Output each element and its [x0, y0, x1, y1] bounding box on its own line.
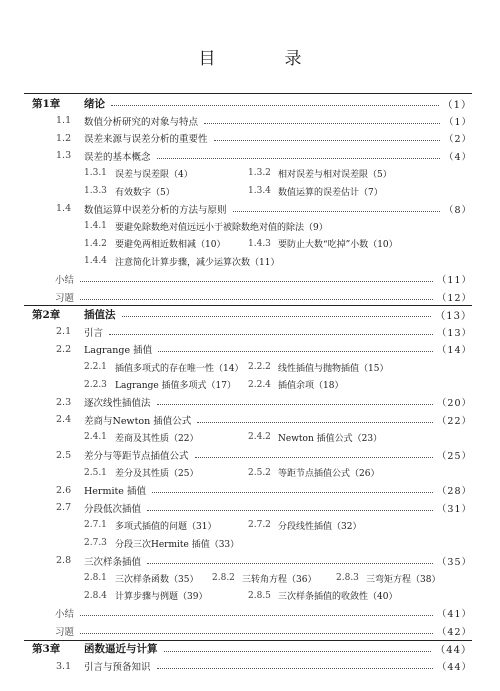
- section-title: 引言: [84, 327, 104, 339]
- subsection-title: 误差与误差限（4）: [115, 169, 193, 180]
- section-number: 3.1: [56, 660, 72, 672]
- subsection-title: 要避免除数绝对值远远小于被除数绝对值的除法（9）: [115, 222, 328, 233]
- toc-subsection-row[interactable]: [0, 252, 500, 270]
- section-number: 2.8: [56, 555, 72, 567]
- subsection-title: Newton 插值公式（23）: [278, 433, 383, 444]
- section-number: 2.5: [56, 449, 72, 461]
- toc-section-row[interactable]: [0, 323, 500, 341]
- subsection-number: 2.8.5: [248, 590, 271, 601]
- section-title: 差商与Newton 插值公式: [84, 415, 192, 427]
- subsection-title: 差分及其性质（25）: [115, 469, 199, 480]
- subsection-title: 插值多项式的存在唯一性（14）: [115, 363, 244, 374]
- subsection-number: 1.4.4: [84, 256, 107, 267]
- dot-leader: [204, 123, 440, 124]
- page-number: （44）: [435, 645, 472, 657]
- chapter-divider: [24, 305, 472, 306]
- section-title: 误差来源与误差分析的重要性: [84, 134, 208, 146]
- subsection-title: 三次样条函数（35）: [115, 574, 199, 585]
- subsection-number: 1.4.2: [84, 238, 107, 249]
- subsection-number: 2.8.2: [212, 573, 235, 584]
- toc-section-row[interactable]: [0, 129, 500, 147]
- dot-leader: [109, 334, 433, 335]
- toc-subsection-row[interactable]: [0, 587, 500, 605]
- subsection-number: 2.7.3: [84, 538, 107, 548]
- dot-leader: [147, 510, 433, 511]
- toc-chapter-row[interactable]: [0, 305, 500, 323]
- dot-leader: [147, 563, 433, 564]
- dot-leader: [152, 492, 433, 493]
- subsection-number: 1.3.4: [248, 186, 271, 196]
- summary-title: 小结: [55, 275, 75, 286]
- subsection-number: 2.2.1: [84, 362, 107, 372]
- toc-section-row[interactable]: [0, 200, 500, 218]
- subsection-number: 1.3.3: [84, 186, 107, 196]
- subsection-title: 三弯矩方程（38）: [366, 574, 441, 585]
- dot-leader: [80, 633, 433, 634]
- page-number: （11）: [436, 275, 472, 286]
- section-title: Hermite 插值: [84, 486, 146, 498]
- page-number: （12）: [436, 292, 472, 304]
- dot-leader: [197, 422, 433, 423]
- toc-subsection-row[interactable]: [0, 164, 500, 182]
- page-number: （22）: [436, 415, 472, 427]
- subsection-number: 2.2.2: [248, 362, 271, 372]
- toc-chapter-row[interactable]: [0, 94, 500, 112]
- toc-section-row[interactable]: [0, 411, 500, 429]
- subsection-title: 计算步骤与例题（39）: [115, 592, 208, 603]
- subsection-number: 2.4.1: [84, 432, 107, 443]
- page-number: （2）: [443, 134, 472, 146]
- page-number: （41）: [436, 609, 472, 621]
- subsection-title: 插值余项（18）: [278, 381, 344, 392]
- toc-subsection-row[interactable]: [0, 182, 500, 200]
- page-number: （20）: [436, 398, 472, 410]
- subsection-title: 数值运算的误差估计（7）: [278, 187, 383, 198]
- subsection-title: 要防止大数“吃掉”小数（10）: [278, 240, 398, 251]
- chapter-divider: [24, 640, 472, 641]
- toc-subsection-row[interactable]: [0, 376, 500, 394]
- subsection-number: 1.4.3: [248, 238, 271, 249]
- chapter-number: 第1章: [32, 97, 61, 110]
- section-number: 2.2: [56, 343, 72, 355]
- dot-leader: [158, 351, 433, 352]
- subsection-number: 1.4.1: [84, 221, 107, 232]
- dot-leader: [80, 299, 433, 300]
- subsection-number: 2.2.4: [248, 379, 271, 390]
- toc-subsection-row[interactable]: [0, 217, 500, 235]
- section-title: 逐次线性插值法: [84, 398, 151, 410]
- section-title: Lagrange 插值: [84, 345, 153, 357]
- page-number: （14）: [436, 345, 472, 357]
- subsection-number: 2.5.1: [84, 467, 107, 478]
- page-number: （4）: [443, 151, 472, 163]
- section-number: 1.3: [56, 150, 72, 162]
- toc-subsection-row[interactable]: [0, 534, 500, 552]
- section-title: 引言与预备知识: [84, 662, 151, 674]
- subsection-title: 三次样条插值的收敛性（40）: [278, 592, 398, 603]
- subsection-number: 2.7.1: [84, 520, 107, 531]
- subsection-number: 1.3.2: [248, 168, 271, 179]
- page-number: （1）: [443, 116, 472, 128]
- toc-subsection-row[interactable]: [0, 428, 500, 446]
- section-number: 2.4: [56, 414, 72, 426]
- section-title: 数值分析研究的对象与特点: [84, 116, 199, 128]
- section-title: 三次样条插值: [84, 556, 142, 568]
- section-number: 2.3: [56, 396, 72, 408]
- page-number: （28）: [436, 486, 472, 498]
- subsection-title: 相对误差与相对误差限（5）: [278, 169, 392, 180]
- toc-summary-row[interactable]: [0, 270, 500, 288]
- subsection-title: 线性插值与抛物插值（15）: [278, 363, 389, 374]
- toc-section-row[interactable]: [0, 552, 500, 570]
- dot-leader: [233, 211, 440, 212]
- subsection-title: 分段线性插值（32）: [278, 521, 362, 532]
- page-number: （35）: [436, 556, 472, 568]
- dot-leader: [164, 651, 431, 652]
- section-title: 分段低次插值: [84, 503, 142, 515]
- subsection-title: 三转角方程（36）: [242, 574, 317, 585]
- dot-leader: [80, 281, 433, 282]
- subsection-number: 2.8.4: [84, 590, 107, 601]
- dot-leader: [157, 158, 440, 159]
- section-number: 2.1: [56, 326, 72, 338]
- subsection-title: 差商及其性质（22）: [115, 433, 199, 444]
- toc-section-row[interactable]: [0, 340, 500, 358]
- subsection-title: 分段三次Hermite 插值（33）: [115, 539, 240, 550]
- section-number: 1.1: [56, 115, 72, 127]
- subsection-number: 2.4.2: [248, 432, 271, 443]
- section-number: 2.6: [56, 484, 72, 496]
- toc-summary-row[interactable]: [0, 622, 500, 640]
- dot-leader: [157, 668, 433, 669]
- page-number: （8）: [443, 204, 472, 216]
- toc-section-row[interactable]: [0, 112, 500, 130]
- toc-section-row[interactable]: [0, 657, 500, 675]
- chapter-number: 第3章: [32, 643, 61, 656]
- subsection-number: 2.8.1: [84, 573, 107, 584]
- dot-leader: [80, 615, 433, 616]
- chapter-number: 第2章: [32, 308, 61, 321]
- toc-subsection-row[interactable]: [0, 358, 500, 376]
- dot-leader: [111, 105, 439, 106]
- page-number: （42）: [436, 627, 472, 638]
- page-title: 目 录: [198, 49, 328, 69]
- toc-chapter-row[interactable]: [0, 640, 500, 658]
- chapter-title: 绪论: [84, 97, 105, 110]
- subsection-number: 1.3.1: [84, 168, 107, 179]
- section-number: 1.2: [56, 132, 72, 144]
- summary-title: 小结: [55, 609, 75, 621]
- page-number: （13）: [436, 327, 472, 339]
- dot-leader: [195, 457, 433, 458]
- subsection-number: 2.7.2: [248, 520, 271, 531]
- section-number: 1.4: [56, 203, 72, 215]
- section-number: 2.7: [56, 502, 72, 514]
- section-title: 误差的基本概念: [84, 151, 151, 163]
- toc-section-row[interactable]: [0, 499, 500, 517]
- chapter-title: 插值法: [84, 308, 116, 321]
- toc-section-row[interactable]: [0, 446, 500, 464]
- summary-title: 习题: [55, 292, 75, 304]
- page-number: （44）: [436, 662, 472, 674]
- toc-section-row[interactable]: [0, 481, 500, 499]
- section-title: 数值运算中误差分析的方法与原则: [84, 204, 227, 216]
- dot-leader: [214, 140, 440, 141]
- summary-title: 习题: [55, 627, 75, 638]
- toc-subsection-row[interactable]: [0, 569, 500, 587]
- subsection-number: 2.5.2: [248, 467, 271, 478]
- toc-subsection-row[interactable]: [0, 464, 500, 482]
- page-number: （31）: [436, 503, 472, 515]
- subsection-title: 有效数字（5）: [115, 187, 175, 198]
- subsection-number: 2.2.3: [84, 379, 107, 390]
- toc-summary-row[interactable]: [0, 288, 500, 306]
- subsection-title: 多项式插值的问题（31）: [115, 521, 217, 532]
- subsection-title: 要避免两相近数相减（10）: [115, 240, 226, 251]
- toc-section-row[interactable]: [0, 393, 500, 411]
- dot-leader: [122, 316, 431, 317]
- subsection-number: 2.8.3: [336, 573, 359, 584]
- subsection-title: 等距节点插值公式（26）: [278, 469, 380, 480]
- page-number: （1）: [442, 99, 472, 111]
- chapter-title: 函数逼近与计算: [84, 643, 158, 656]
- subsection-title: Lagrange 插值多项式（17）: [115, 381, 236, 392]
- subsection-title: 注意简化计算步骤，减少运算次数（11）: [115, 257, 280, 268]
- dot-leader: [157, 404, 433, 405]
- page-number: （13）: [435, 310, 472, 322]
- page-number: （25）: [436, 451, 472, 462]
- section-title: 差分与等距节点插值公式: [84, 451, 189, 462]
- toc-summary-row[interactable]: [0, 604, 500, 622]
- toc-subsection-row[interactable]: [0, 516, 500, 534]
- toc-subsection-row[interactable]: [0, 235, 500, 253]
- toc-section-row[interactable]: [0, 147, 500, 165]
